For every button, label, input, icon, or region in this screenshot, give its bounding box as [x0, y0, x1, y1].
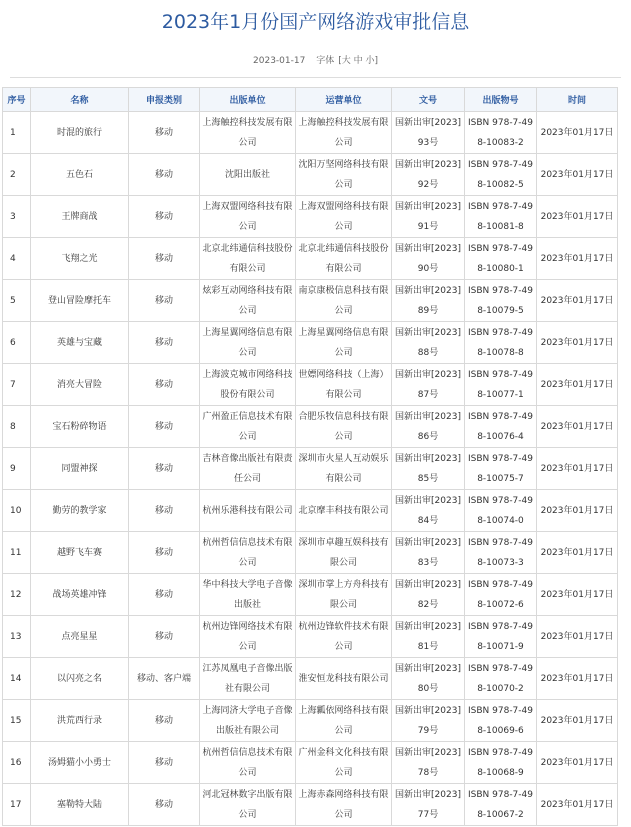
article-meta — [0, 55, 631, 67]
cell-approval-number: 国新出审[2023]90号 — [392, 238, 465, 280]
cell-approval-date: 2023年01月17日 — [537, 742, 618, 784]
cell-publisher: 北京北纬通信科技股份有限公司 — [200, 238, 296, 280]
cell-game-name: 塞勒特大陆 — [31, 784, 129, 826]
cell-approval-date: 2023年01月17日 — [537, 238, 618, 280]
table-row — [3, 406, 618, 448]
cell-category: 移动、客户端 — [129, 658, 200, 700]
cell-game-name: 五色石 — [31, 154, 129, 196]
header-col-name: 名称 — [31, 88, 129, 112]
cell-approval-number: 国新出审[2023]82号 — [392, 574, 465, 616]
cell-row-index: 16 — [3, 742, 31, 784]
cell-row-index: 4 — [3, 238, 31, 280]
cell-game-name: 洪荒西行录 — [31, 700, 129, 742]
cell-approval-number: 国新出审[2023]91号 — [392, 196, 465, 238]
cell-row-index: 15 — [3, 700, 31, 742]
cell-category: 移动 — [129, 490, 200, 532]
cell-approval-number: 国新出审[2023]85号 — [392, 448, 465, 490]
cell-publisher: 杭州哲信信息技术有限公司 — [200, 532, 296, 574]
cell-category: 移动 — [129, 238, 200, 280]
cell-publisher: 上海双盟网络科技有限公司 — [200, 196, 296, 238]
cell-approval-date: 2023年01月17日 — [537, 490, 618, 532]
table-body — [3, 112, 618, 826]
cell-row-index: 14 — [3, 658, 31, 700]
header-col-operator: 运营单位 — [296, 88, 392, 112]
cell-game-name: 点亮星星 — [31, 616, 129, 658]
header-col-category: 申报类别 — [129, 88, 200, 112]
header-col-date: 时间 — [537, 88, 618, 112]
cell-approval-date: 2023年01月17日 — [537, 700, 618, 742]
cell-category: 移动 — [129, 532, 200, 574]
cell-category: 移动 — [129, 574, 200, 616]
cell-publisher: 杭州乐港科技有限公司 — [200, 490, 296, 532]
cell-isbn: ISBN 978-7-498-10068-9 — [465, 742, 537, 784]
cell-approval-number: 国新出审[2023]93号 — [392, 112, 465, 154]
cell-operator: 上海瓤依网络科技有限公司 — [296, 700, 392, 742]
cell-operator: 深圳市火星人互动娱乐有限公司 — [296, 448, 392, 490]
cell-approval-number: 国新出审[2023]78号 — [392, 742, 465, 784]
cell-game-name: 越野飞车赛 — [31, 532, 129, 574]
cell-approval-number: 国新出审[2023]81号 — [392, 616, 465, 658]
cell-publisher: 炫彩互动网络科技有限公司 — [200, 280, 296, 322]
table-row — [3, 154, 618, 196]
cell-approval-date: 2023年01月17日 — [537, 448, 618, 490]
cell-approval-date: 2023年01月17日 — [537, 658, 618, 700]
cell-operator: 北京摩丰科技有限公司 — [296, 490, 392, 532]
page-title: 2023年1月份国产网络游戏审批信息 — [161, 11, 470, 33]
table-row — [3, 280, 618, 322]
cell-approval-date: 2023年01月17日 — [537, 574, 618, 616]
cell-row-index: 1 — [3, 112, 31, 154]
cell-operator: 北京北纬通信科技股份有限公司 — [296, 238, 392, 280]
cell-isbn: ISBN 978-7-498-10076-4 — [465, 406, 537, 448]
cell-isbn: ISBN 978-7-498-10074-0 — [465, 490, 537, 532]
cell-row-index: 7 — [3, 364, 31, 406]
font-size-label: 字体 — [316, 56, 335, 66]
cell-approval-date: 2023年01月17日 — [537, 280, 618, 322]
cell-operator: 南京康极信息科技有限公司 — [296, 280, 392, 322]
cell-operator: 世嫖网络科技（上海）有限公司 — [296, 364, 392, 406]
cell-operator: 上海触控科技发展有限公司 — [296, 112, 392, 154]
cell-approval-date: 2023年01月17日 — [537, 196, 618, 238]
cell-publisher: 广州盈正信息技术有限公司 — [200, 406, 296, 448]
cell-publisher: 上海星翼网络信息有限公司 — [200, 322, 296, 364]
cell-approval-number: 国新出审[2023]88号 — [392, 322, 465, 364]
table-row — [3, 742, 618, 784]
cell-isbn: ISBN 978-7-498-10081-8 — [465, 196, 537, 238]
cell-game-name: 消亮大冒险 — [31, 364, 129, 406]
cell-approval-date: 2023年01月17日 — [537, 112, 618, 154]
cell-publisher: 杭州哲信信息技术有限公司 — [200, 742, 296, 784]
cell-row-index: 8 — [3, 406, 31, 448]
cell-isbn: ISBN 978-7-498-10069-6 — [465, 700, 537, 742]
cell-publisher: 江苏凤凰电子音像出版社有限公司 — [200, 658, 296, 700]
cell-game-name: 以闪亮之名 — [31, 658, 129, 700]
cell-operator: 上海星翼网络信息有限公司 — [296, 322, 392, 364]
header-col-publisher: 出版单位 — [200, 88, 296, 112]
cell-row-index: 17 — [3, 784, 31, 826]
cell-game-name: 登山冒险摩托车 — [31, 280, 129, 322]
header-col-index: 序号 — [3, 88, 31, 112]
cell-game-name: 英雄与宝藏 — [31, 322, 129, 364]
cell-category: 移动 — [129, 280, 200, 322]
cell-category: 移动 — [129, 196, 200, 238]
cell-game-name: 汤姆猫小小勇士 — [31, 742, 129, 784]
cell-approval-date: 2023年01月17日 — [537, 364, 618, 406]
table-row — [3, 574, 618, 616]
font-size-switcher[interactable]: [大 中 小] — [338, 56, 378, 66]
cell-isbn: ISBN 978-7-498-10071-9 — [465, 616, 537, 658]
cell-operator: 上海双盟网络科技有限公司 — [296, 196, 392, 238]
cell-operator: 沈阳万坚网络科技有限公司 — [296, 154, 392, 196]
cell-game-name: 飞翔之光 — [31, 238, 129, 280]
cell-approval-number: 国新出审[2023]84号 — [392, 490, 465, 532]
cell-approval-number: 国新出审[2023]83号 — [392, 532, 465, 574]
cell-approval-number: 国新出审[2023]92号 — [392, 154, 465, 196]
table-row — [3, 448, 618, 490]
cell-category: 移动 — [129, 784, 200, 826]
cell-game-name: 宝石粉碎物语 — [31, 406, 129, 448]
cell-isbn: ISBN 978-7-498-10080-1 — [465, 238, 537, 280]
cell-row-index: 5 — [3, 280, 31, 322]
cell-operator: 合肥乐牧信息科技有限公司 — [296, 406, 392, 448]
cell-approval-number: 国新出审[2023]87号 — [392, 364, 465, 406]
cell-row-index: 11 — [3, 532, 31, 574]
table-row — [3, 238, 618, 280]
cell-publisher: 杭州边锋网络技术有限公司 — [200, 616, 296, 658]
cell-isbn: ISBN 978-7-498-10082-5 — [465, 154, 537, 196]
cell-publisher: 沈阳出版社 — [200, 154, 296, 196]
table-row — [3, 322, 618, 364]
cell-isbn: ISBN 978-7-498-10072-6 — [465, 574, 537, 616]
cell-approval-date: 2023年01月17日 — [537, 406, 618, 448]
cell-approval-date: 2023年01月17日 — [537, 784, 618, 826]
cell-isbn: ISBN 978-7-498-10083-2 — [465, 112, 537, 154]
cell-category: 移动 — [129, 154, 200, 196]
cell-category: 移动 — [129, 700, 200, 742]
cell-approval-number: 国新出审[2023]77号 — [392, 784, 465, 826]
table-row — [3, 700, 618, 742]
cell-publisher: 华中科技大学电子音像出版社 — [200, 574, 296, 616]
cell-game-name: 勤劳的教学家 — [31, 490, 129, 532]
cell-category: 移动 — [129, 616, 200, 658]
cell-isbn: ISBN 978-7-498-10078-8 — [465, 322, 537, 364]
cell-publisher: 上海同济大学电子音像出版社有限公司 — [200, 700, 296, 742]
cell-row-index: 9 — [3, 448, 31, 490]
cell-operator: 深圳市卓趣互娱科技有限公司 — [296, 532, 392, 574]
cell-publisher: 上海触控科技发展有限公司 — [200, 112, 296, 154]
cell-approval-number: 国新出审[2023]79号 — [392, 700, 465, 742]
publish-date: 2023-01-17 — [253, 56, 306, 66]
cell-row-index: 12 — [3, 574, 31, 616]
cell-game-name: 王牌商战 — [31, 196, 129, 238]
cell-category: 移动 — [129, 448, 200, 490]
table-row — [3, 364, 618, 406]
cell-operator: 广州金科文化科技有限公司 — [296, 742, 392, 784]
cell-category: 移动 — [129, 364, 200, 406]
cell-approval-number: 国新出审[2023]89号 — [392, 280, 465, 322]
cell-category: 移动 — [129, 112, 200, 154]
cell-row-index: 13 — [3, 616, 31, 658]
cell-approval-date: 2023年01月17日 — [537, 532, 618, 574]
cell-isbn: ISBN 978-7-498-10079-5 — [465, 280, 537, 322]
cell-isbn: ISBN 978-7-498-10073-3 — [465, 532, 537, 574]
cell-isbn: ISBN 978-7-498-10070-2 — [465, 658, 537, 700]
table-row — [3, 616, 618, 658]
cell-approval-date: 2023年01月17日 — [537, 616, 618, 658]
cell-row-index: 6 — [3, 322, 31, 364]
cell-publisher: 吉林音像出版社有限责任公司 — [200, 448, 296, 490]
table-row — [3, 112, 618, 154]
header-col-isbn: 出版物号 — [465, 88, 537, 112]
cell-approval-number: 国新出审[2023]80号 — [392, 658, 465, 700]
table-header-row — [3, 88, 618, 112]
table-row — [3, 658, 618, 700]
cell-game-name: 战场英雄冲锋 — [31, 574, 129, 616]
cell-approval-date: 2023年01月17日 — [537, 154, 618, 196]
header-col-approval-no: 文号 — [392, 88, 465, 112]
cell-category: 移动 — [129, 322, 200, 364]
table-row — [3, 490, 618, 532]
cell-isbn: ISBN 978-7-498-10067-2 — [465, 784, 537, 826]
cell-operator: 杭州边锋软件技术有限公司 — [296, 616, 392, 658]
cell-publisher: 上海波克城市网络科技股份有限公司 — [200, 364, 296, 406]
table-row — [3, 532, 618, 574]
table-row — [3, 784, 618, 826]
cell-category: 移动 — [129, 742, 200, 784]
header-divider — [10, 77, 621, 78]
cell-operator: 深圳市掌上方舟科技有限公司 — [296, 574, 392, 616]
cell-row-index: 2 — [3, 154, 31, 196]
cell-game-name: 同盟神探 — [31, 448, 129, 490]
cell-publisher: 河北冠林数字出版有限公司 — [200, 784, 296, 826]
cell-isbn: ISBN 978-7-498-10075-7 — [465, 448, 537, 490]
approval-table — [2, 87, 618, 826]
cell-operator: 淮安恒龙科技有限公司 — [296, 658, 392, 700]
cell-operator: 上海赤森网络科技有限公司 — [296, 784, 392, 826]
table-row — [3, 196, 618, 238]
cell-approval-date: 2023年01月17日 — [537, 322, 618, 364]
cell-approval-number: 国新出审[2023]86号 — [392, 406, 465, 448]
cell-row-index: 10 — [3, 490, 31, 532]
cell-game-name: 时混的旅行 — [31, 112, 129, 154]
cell-row-index: 3 — [3, 196, 31, 238]
cell-isbn: ISBN 978-7-498-10077-1 — [465, 364, 537, 406]
cell-category: 移动 — [129, 406, 200, 448]
